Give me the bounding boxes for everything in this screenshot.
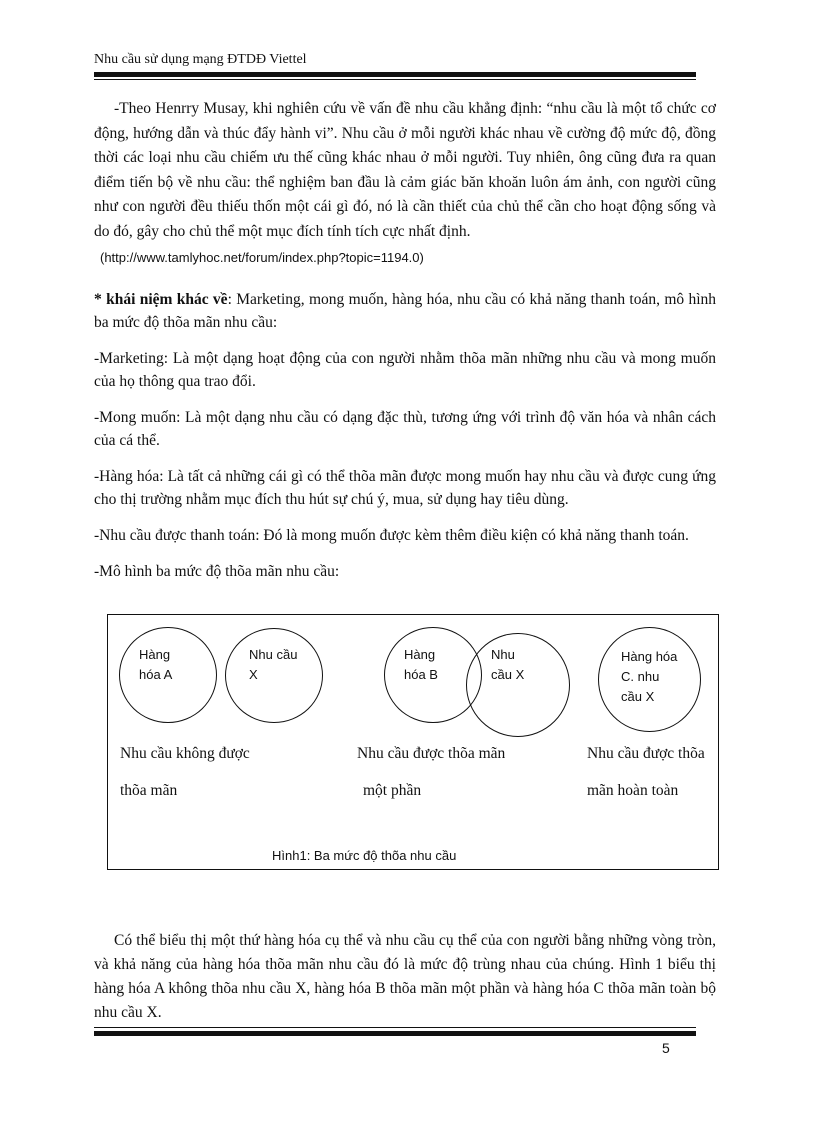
figure-caption: Hình1: Ba mức độ thõa nhu cầu xyxy=(272,848,457,863)
payable-need-definition: -Nhu cầu được thanh toán: Đó là mong muốn được kèm thêm điều kiện có khả năng thanh toán. xyxy=(94,527,689,544)
theo-paragraph: -Theo Henrry Musay, khi nghiên cứu về vấn đề nhu cầu khẳng định: “nhu cầu là một tổ chức cơ động, hướng dẫn và thúc đẩy hành vi”. Nhu cầu ở mỗi người khác nhau về cường độ mức độ, đồng thời các loại nhu cầu chiếm ưu thế cũng khác nhau ở mỗi người. Tuy nhiên, ông cũng đưa ra quan điểm tiến bộ về nhu cầu: thể nghiệm ban đầu là cảm giác băn khoăn luôn ám ảnh, con người cũng như con người đều thiếu thốn một cái gì đó, nó là cần thiết của chủ thể cần cho hoạt động sống và do đó, gây cho chủ thể một mục đích tính tích cực nhất định. xyxy=(94,100,716,240)
caption-full-line2: mãn hoàn toàn xyxy=(587,782,679,799)
goods-definition: -Hàng hóa: Là tất cả những cái gì có thể thõa mãn được mong muốn hay nhu cầu và được cung ứng cho thị trường nhằm mục đích thu hút sự chú ý, mua, sử dụng hay tiêu dùng. xyxy=(94,468,716,508)
goods-b-label: Hàng hóa B xyxy=(404,647,438,682)
goods-c-label: Hàng hóa C. nhu cầu X xyxy=(621,649,678,704)
header-rule-thin xyxy=(94,79,696,80)
caption-partial-line2: một phần xyxy=(363,782,422,799)
concepts-bold-label: * khái niệm khác về xyxy=(94,291,228,308)
need-x-label-2: Nhu cầu X xyxy=(491,647,525,682)
footer-rule-thin xyxy=(94,1027,696,1028)
page-number: 5 xyxy=(662,1040,670,1056)
page-header-title: Nhu cầu sử dụng mạng ĐTDĐ Viettel xyxy=(94,52,307,67)
source-url: (http://www.tamlyhoc.net/forum/index.php?topic=1194.0) xyxy=(100,250,424,265)
model-heading: -Mô hình ba mức độ thõa mãn nhu cầu: xyxy=(94,563,340,580)
need-x-label-1: Nhu cầu X xyxy=(249,647,298,682)
header-rule-thick xyxy=(94,72,696,77)
footer-rule-thick xyxy=(94,1031,696,1036)
satisfaction-diagram xyxy=(107,614,719,870)
caption-full-line1: Nhu cầu được thõa xyxy=(587,745,705,762)
closing-paragraph: Có thể biểu thị một thứ hàng hóa cụ thể và nhu cầu cụ thể của con người bằng những vòng tròn, và khả năng của hàng hóa thõa mãn nhu cầu đó là mức độ trùng nhau của chúng. Hình 1 biểu thị hàng hóa A không thõa nhu cầu X, hàng hóa B thõa mãn một phần và hàng hóa C thõa mãn toàn bộ nhu cầu X. xyxy=(94,932,716,1021)
concepts-text: : Marketing, mong muốn, hàng hóa, nhu cầu có khả năng thanh toán, mô hình ba mức độ thõa mãn nhu cầu: xyxy=(94,291,717,331)
caption-partial-line1: Nhu cầu được thõa mãn xyxy=(357,745,506,762)
marketing-definition: -Marketing: Là một dạng hoạt động của con người nhằm thõa mãn những nhu cầu và mong muốn của họ thông qua trao đổi. xyxy=(94,350,716,390)
caption-unsatisfied-line1: Nhu cầu không được xyxy=(120,745,250,762)
desire-definition: -Mong muốn: Là một dạng nhu cầu có dạng đặc thù, tương ứng với trình độ văn hóa và nhân cách của cá thể. xyxy=(94,409,716,449)
concepts-paragraph xyxy=(94,288,716,334)
caption-unsatisfied-line2: thõa mãn xyxy=(120,782,178,799)
goods-a-label: Hàng hóa A xyxy=(139,647,173,682)
